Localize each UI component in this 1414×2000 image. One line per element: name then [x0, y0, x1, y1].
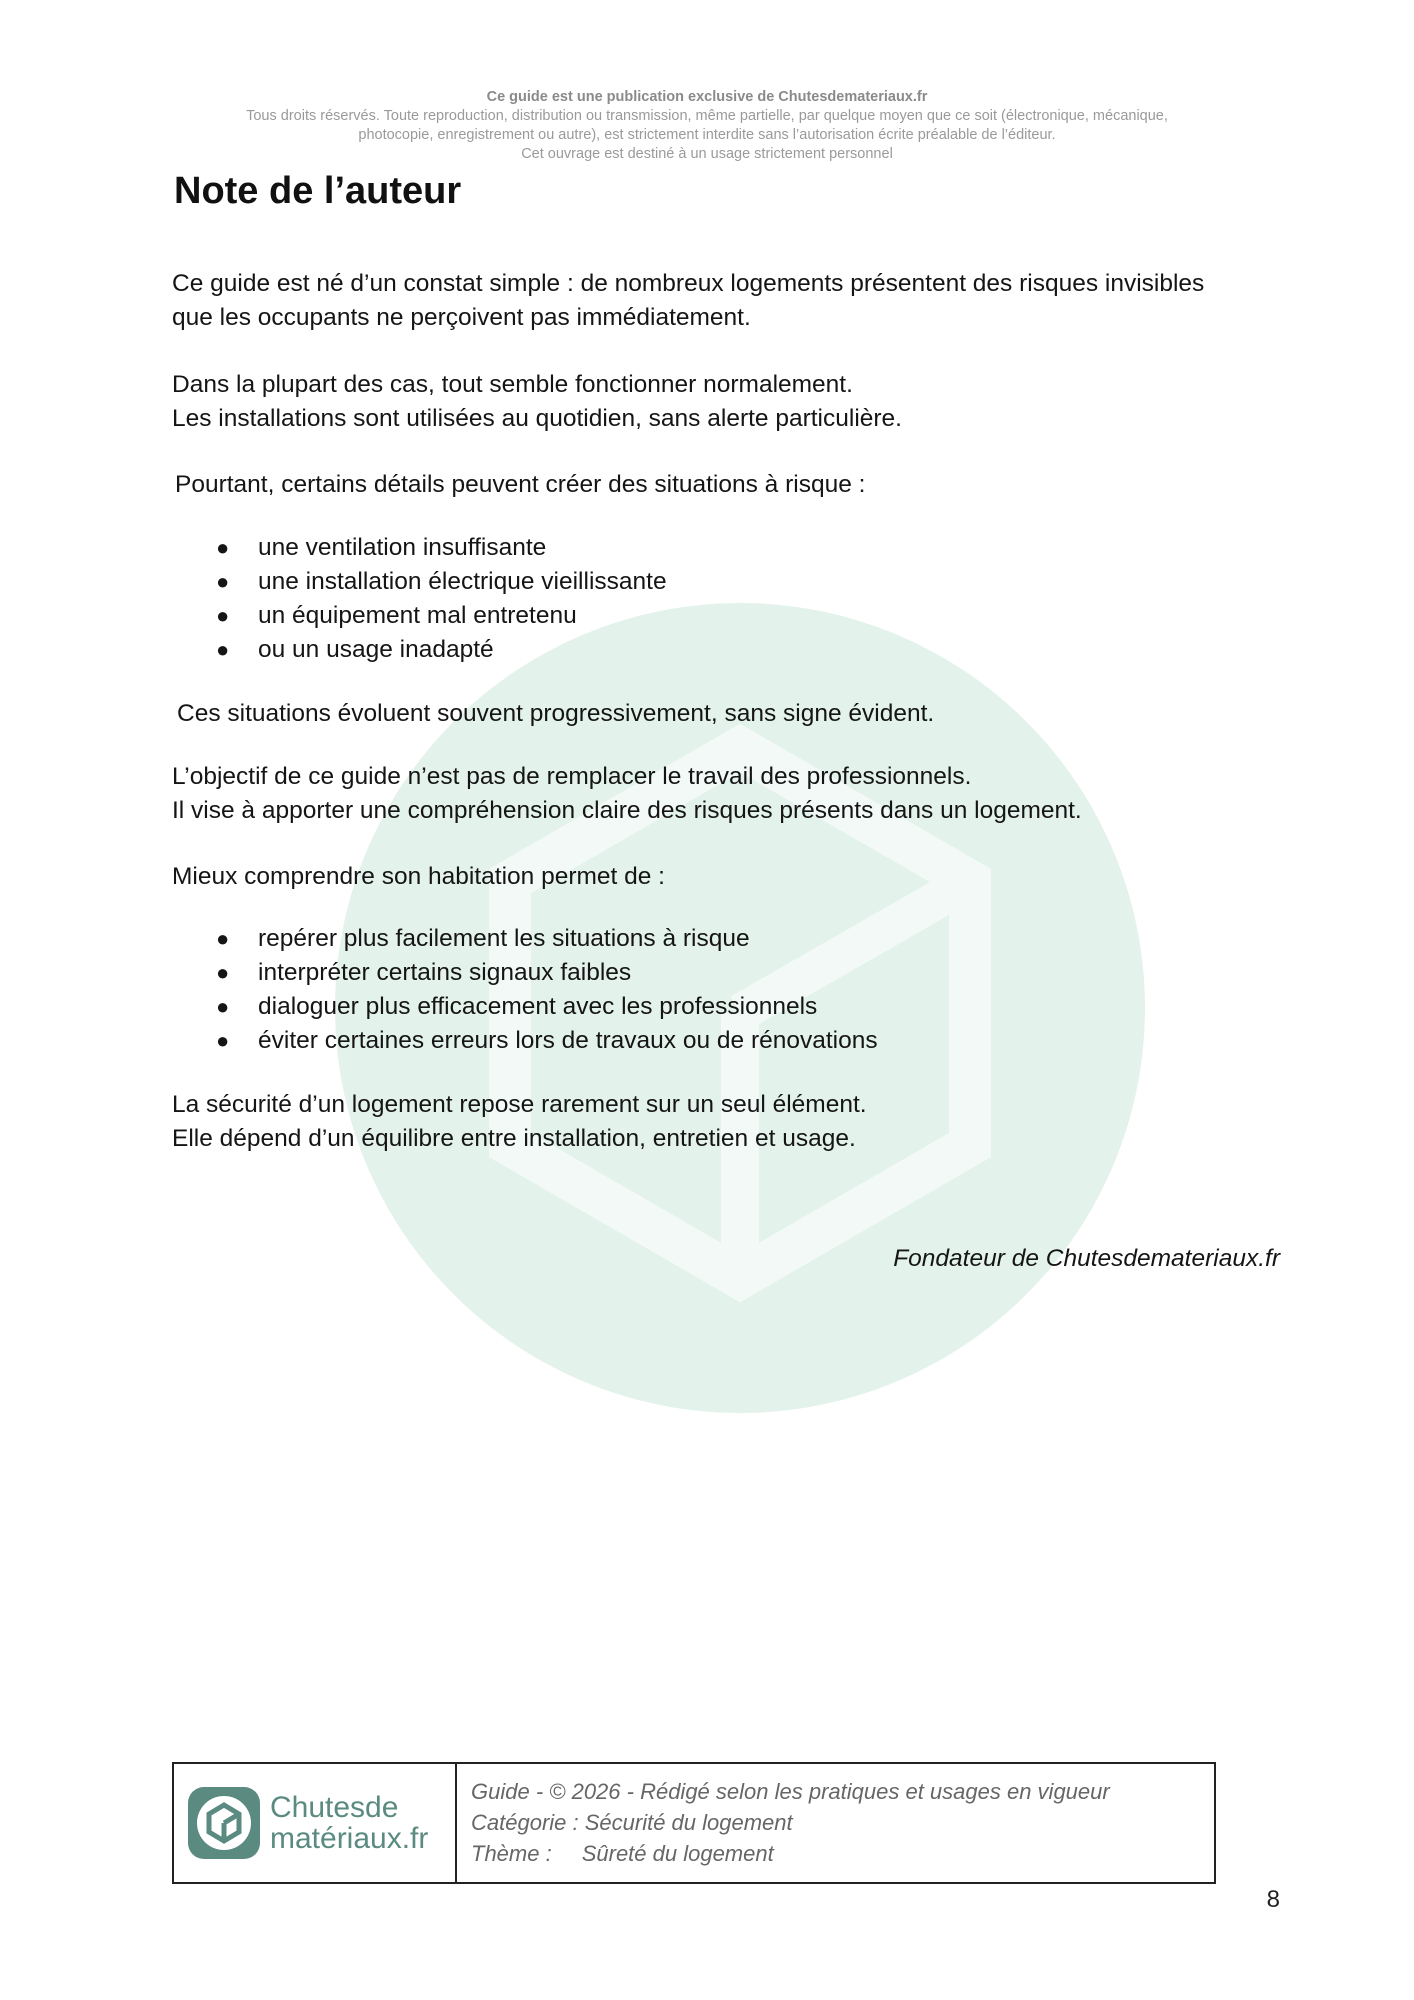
footer-category: Catégorie : Sécurité du logement	[471, 1810, 793, 1835]
text-line: Mieux comprendre son habitation permet de :	[172, 863, 665, 890]
paragraph-objectif	[172, 760, 1292, 828]
footer-guide: Guide - © 2026 - Rédigé selon les pratiques et usages en vigueur	[471, 1779, 1110, 1804]
brand-name-line2: matériaux.fr	[270, 1822, 429, 1855]
bullet-icon: ●	[216, 603, 230, 628]
text-line: que les occupants ne perçoivent pas immédiatement.	[172, 304, 751, 331]
text-line: La sécurité d’un logement repose rarement sur un seul élément.	[172, 1091, 867, 1118]
paragraph-intro	[172, 267, 1292, 335]
brand-name-line1: Chutesde	[270, 1791, 399, 1824]
list-item-text: dialoguer plus efficacement avec les professionnels	[258, 993, 818, 1020]
list-item	[212, 531, 1212, 565]
paragraph-mieux	[172, 860, 1292, 894]
text-line: Dans la plupart des cas, tout semble fonctionner normalement.	[172, 371, 853, 398]
header-rights-cont: photocopie, enregistrement ou autre), est strictement interdite sans l’autorisation écrite préalable de l’éditeur.	[358, 127, 1056, 143]
list-item-text: un équipement mal entretenu	[258, 602, 577, 629]
list-item-text: une ventilation insuffisante	[258, 534, 547, 561]
list-item-text: ou un usage inadapté	[258, 636, 494, 663]
page-number: 8	[1266, 1886, 1280, 1913]
bullet-icon: ●	[216, 637, 230, 662]
text-line: Ces situations évoluent souvent progressivement, sans signe évident.	[177, 700, 935, 727]
benefits-list	[212, 922, 1212, 1058]
copyright-header	[150, 88, 1264, 164]
footer-box	[172, 1762, 1216, 1884]
footer-theme	[471, 1838, 1110, 1869]
list-item	[212, 956, 1212, 990]
header-usage: Cet ouvrage est destiné à un usage strictement personnel	[521, 146, 893, 162]
list-item	[212, 922, 1212, 956]
text-line: Elle dépend d’un équilibre entre installation, entretien et usage.	[172, 1125, 856, 1152]
paragraph-pourtant	[175, 468, 1295, 502]
bullet-icon: ●	[216, 535, 230, 560]
text-line: Pourtant, certains détails peuvent créer des situations à risque :	[175, 471, 866, 498]
header-rights: Tous droits réservés. Toute reproduction, distribution ou transmission, même partielle, par quelque moyen que ce soit (électronique, mécanique,	[246, 108, 1168, 124]
list-item	[212, 1024, 1212, 1058]
author-signature: Fondateur de Chutesdemateriaux.fr	[893, 1245, 1280, 1272]
text-line: Ce guide est né d’un constat simple : de nombreux logements présentent des risques invisibles	[172, 270, 1205, 297]
list-item	[212, 565, 1212, 599]
bullet-icon: ●	[216, 960, 230, 985]
bullet-icon: ●	[216, 994, 230, 1019]
footer-theme-value: Sûreté du logement	[581, 1841, 774, 1866]
list-item	[212, 633, 1212, 667]
list-item	[212, 990, 1212, 1024]
brand-logo-icon	[188, 1787, 260, 1859]
list-item-text: repérer plus facilement les situations à risque	[258, 925, 750, 952]
paragraph-evolution	[177, 697, 1297, 731]
brand-name	[270, 1792, 428, 1854]
bullet-icon: ●	[216, 926, 230, 951]
bullet-icon: ●	[216, 569, 230, 594]
list-item-text: une installation électrique vieillissante	[258, 568, 667, 595]
paragraph-normal	[172, 368, 1292, 436]
footer-logo	[174, 1764, 457, 1882]
text-line: Les installations sont utilisées au quotidien, sans alerte particulière.	[172, 405, 902, 432]
footer-theme-label: Thème :	[471, 1841, 552, 1866]
list-item	[212, 599, 1212, 633]
text-line: Il vise à apporter une compréhension claire des risques présents dans un logement.	[172, 797, 1082, 824]
header-title: Ce guide est une publication exclusive de Chutesdemateriaux.fr	[486, 89, 928, 105]
footer-info	[457, 1764, 1110, 1882]
risks-list	[212, 531, 1212, 667]
list-item-text: interpréter certains signaux faibles	[258, 959, 632, 986]
paragraph-conclusion	[172, 1088, 1292, 1156]
text-line: L’objectif de ce guide n’est pas de remplacer le travail des professionnels.	[172, 763, 972, 790]
bullet-icon: ●	[216, 1028, 230, 1053]
list-item-text: éviter certaines erreurs lors de travaux ou de rénovations	[258, 1027, 878, 1054]
page-title: Note de l’auteur	[174, 170, 462, 212]
